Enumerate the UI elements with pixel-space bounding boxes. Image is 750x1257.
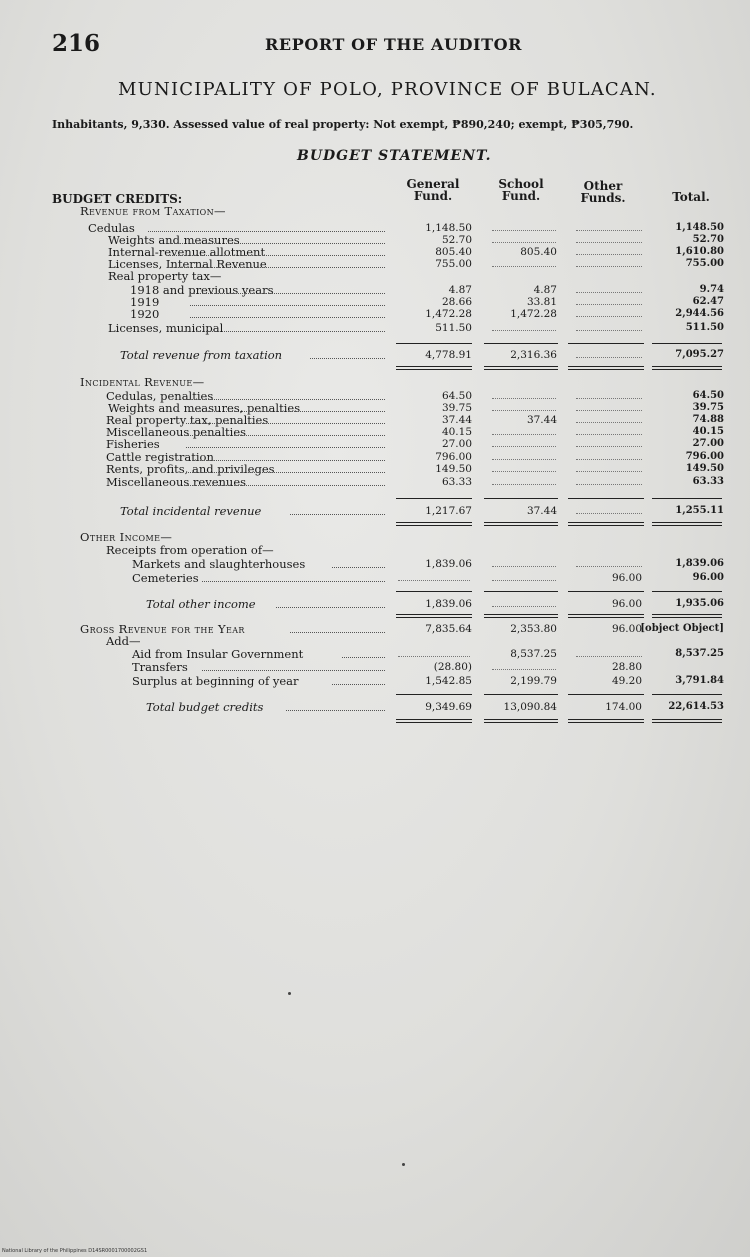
- row-label: Cedulas, penalties: [106, 389, 214, 403]
- cell-total: 7,095.27: [675, 349, 724, 360]
- footer-credit: National Library of the Philippines D14SR0001700002GS1: [2, 1248, 148, 1254]
- subtotal-rule: [396, 343, 472, 344]
- subtotal-rule: [396, 694, 472, 695]
- total-row-incidental: [0, 505, 750, 517]
- cell-school: 1,472.28: [510, 308, 557, 320]
- row-label: 1918 and previous years: [130, 283, 274, 297]
- empty-cell-leader: [576, 254, 642, 255]
- cell-general: 63.33: [441, 476, 472, 488]
- row-label: Cemeteries: [132, 571, 199, 585]
- row-label: 1919: [130, 295, 160, 309]
- add-heading: [0, 635, 750, 647]
- section-heading-other-income: [0, 531, 750, 543]
- subtotal-rule: [396, 591, 472, 592]
- table-row: [0, 308, 750, 320]
- cell-total: [object Object]: [640, 623, 724, 634]
- empty-cell-leader: [492, 242, 556, 243]
- cell-total: 52.70: [692, 234, 724, 245]
- cell-general: 40.15: [441, 426, 472, 438]
- cell-school: 2,316.36: [510, 349, 557, 361]
- empty-cell-leader: [398, 580, 470, 581]
- cell-other: 49.20: [611, 675, 642, 687]
- total-row-taxation: [0, 349, 750, 361]
- cell-general: 4.87: [448, 284, 472, 296]
- table-row: [0, 476, 750, 488]
- dot-leader: [276, 607, 385, 608]
- empty-cell-leader: [492, 410, 556, 411]
- cell-general: 1,839.06: [425, 558, 472, 570]
- empty-cell-leader: [576, 242, 642, 243]
- empty-cell-leader: [576, 304, 642, 305]
- table-row: [0, 463, 750, 475]
- empty-cell-leader: [492, 459, 556, 460]
- cell-school: 37.44: [526, 414, 557, 426]
- total-double-rule: [652, 614, 722, 618]
- page-number: 216: [52, 30, 101, 57]
- subtotal-rule: [568, 694, 644, 695]
- cell-general: 511.50: [435, 322, 472, 334]
- empty-cell-leader: [492, 266, 556, 267]
- empty-cell-leader: [576, 566, 642, 567]
- cell-general: 1,472.28: [425, 308, 472, 320]
- dot-leader: [290, 514, 385, 515]
- col-general-line2: Fund.: [413, 189, 453, 203]
- subtotal-rule: [484, 694, 558, 695]
- cell-total: 64.50: [692, 390, 724, 401]
- total-double-rule: [568, 614, 644, 618]
- cell-general: (28.80): [433, 661, 472, 673]
- empty-cell-leader: [492, 434, 556, 435]
- empty-cell-leader: [576, 471, 642, 472]
- dot-leader: [168, 267, 385, 268]
- row-label: Miscellaneous penalties: [106, 425, 247, 439]
- dot-leader: [188, 411, 385, 412]
- subtotal-rule: [568, 591, 644, 592]
- empty-cell-leader: [576, 330, 642, 331]
- row-label: Markets and slaughterhouses: [132, 557, 306, 571]
- empty-cell-leader: [492, 669, 556, 670]
- col-school-line2: Fund.: [501, 189, 541, 203]
- dot-leader: [186, 460, 385, 461]
- cell-total: 74.88: [692, 414, 724, 425]
- col-total: Total.: [672, 190, 710, 204]
- subtotal-rule: [484, 498, 558, 499]
- subtotal-rule: [568, 343, 644, 344]
- empty-cell-leader: [576, 230, 642, 231]
- table-row: [0, 648, 750, 660]
- col-other-line1: Other: [583, 179, 623, 193]
- dot-leader: [332, 684, 385, 685]
- dot-leader: [342, 657, 385, 658]
- cell-other: 28.80: [611, 661, 642, 673]
- empty-cell-leader: [492, 606, 556, 607]
- dot-leader: [186, 485, 385, 486]
- dot-leader: [186, 472, 385, 473]
- cell-general: 149.50: [435, 463, 472, 475]
- table-row: [0, 322, 750, 334]
- dot-leader: [168, 255, 385, 256]
- total-double-rule: [396, 522, 472, 526]
- dot-leader: [190, 293, 385, 294]
- total-double-rule: [484, 522, 558, 526]
- total-double-rule: [484, 366, 558, 370]
- total-double-rule: [396, 719, 472, 723]
- empty-cell-leader: [576, 292, 642, 293]
- col-general-fund: [398, 178, 468, 202]
- cell-total: 22,614.53: [668, 701, 724, 712]
- cell-other: 96.00: [611, 572, 642, 584]
- row-label: Licenses, Internal Revenue: [108, 257, 267, 271]
- row-label: Licenses, municipal: [108, 321, 224, 335]
- empty-cell-leader: [492, 398, 556, 399]
- subtotal-rule: [652, 343, 722, 344]
- table-row: [0, 572, 750, 584]
- empty-cell-leader: [576, 513, 642, 514]
- table-row: [0, 270, 750, 282]
- cell-general: 4,778.91: [425, 349, 472, 361]
- dot-leader: [202, 581, 385, 582]
- table-row: [0, 661, 750, 673]
- section-label: Receipts from operation of—: [106, 543, 274, 557]
- running-title: REPORT OF THE AUDITOR: [265, 35, 523, 54]
- table-row: [0, 558, 750, 570]
- dot-leader: [186, 447, 385, 448]
- empty-cell-leader: [576, 266, 642, 267]
- row-label: Miscellaneous revenues: [106, 475, 247, 489]
- cell-school: 33.81: [526, 296, 557, 308]
- table-row: [0, 296, 750, 308]
- table-row: [0, 284, 750, 296]
- cell-other: 96.00: [611, 598, 642, 610]
- statement-title: BUDGET STATEMENT.: [297, 148, 492, 164]
- empty-cell-leader: [492, 230, 556, 231]
- empty-cell-leader: [492, 471, 556, 472]
- cell-general: 796.00: [435, 451, 472, 463]
- cell-total: 8,537.25: [675, 648, 724, 659]
- cell-total: 63.33: [692, 476, 724, 487]
- dot-leader: [202, 670, 385, 671]
- empty-cell-leader: [576, 357, 642, 358]
- section-label: Add—: [106, 634, 141, 648]
- cell-general: 37.44: [441, 414, 472, 426]
- cell-school: 2,199.79: [510, 675, 557, 687]
- budget-credits-heading: BUDGET CREDITS:: [52, 192, 183, 206]
- col-general-line1: General: [406, 177, 460, 191]
- cell-general: 27.00: [441, 438, 472, 450]
- cell-total: 1,255.11: [675, 505, 724, 516]
- cell-general: 805.40: [435, 246, 472, 258]
- total-double-rule: [568, 719, 644, 723]
- col-school-fund: [486, 178, 556, 202]
- dot-leader: [148, 231, 385, 232]
- row-label: Real property tax, penalties: [106, 413, 269, 427]
- row-label: Internal-revenue allotment: [108, 245, 266, 259]
- cell-total: 96.00: [692, 572, 724, 583]
- empty-cell-leader: [576, 398, 642, 399]
- row-label: Aid from Insular Government: [132, 647, 304, 661]
- empty-cell-leader: [492, 580, 556, 581]
- empty-cell-leader: [576, 656, 642, 657]
- row-label: 1920: [130, 307, 160, 321]
- col-other-funds: [568, 180, 638, 204]
- cell-general: 755.00: [435, 258, 472, 270]
- cell-school: 2,353.80: [510, 623, 557, 635]
- total-double-rule: [652, 522, 722, 526]
- cell-school: 37.44: [526, 505, 557, 517]
- empty-cell-leader: [492, 484, 556, 485]
- cell-general: 28.66: [441, 296, 472, 308]
- ink-speck: [402, 1163, 405, 1166]
- section-label: Other Income—: [80, 530, 173, 544]
- table-row: [0, 438, 750, 450]
- inhabitants-line: Inhabitants, 9,330. Assessed value of real property: Not exempt, ₱890,240; exempt, ₱305,790.: [52, 118, 634, 131]
- col-other-line2: Funds.: [580, 191, 626, 205]
- total-double-rule: [568, 366, 644, 370]
- cell-total: 149.50: [685, 463, 724, 474]
- cell-total: 1,148.50: [675, 222, 724, 233]
- row-label: Total revenue from taxation: [120, 348, 283, 362]
- empty-cell-leader: [492, 566, 556, 567]
- cell-general: 1,148.50: [425, 222, 472, 234]
- row-label: Cedulas: [88, 221, 135, 235]
- cell-total: 2,944.56: [675, 308, 724, 319]
- cell-total: 40.15: [692, 426, 724, 437]
- section-label: Incidental Revenue—: [80, 375, 205, 389]
- municipality-title: MUNICIPALITY OF POLO, PROVINCE OF BULACAN.: [118, 79, 657, 100]
- page-header: [52, 30, 710, 62]
- cell-general: 64.50: [441, 390, 472, 402]
- cell-general: 9,349.69: [425, 701, 472, 713]
- empty-cell-leader: [576, 410, 642, 411]
- subtotal-rule: [484, 343, 558, 344]
- total-double-rule: [396, 366, 472, 370]
- cell-school: 805.40: [520, 246, 557, 258]
- total-double-rule: [484, 614, 558, 618]
- empty-cell-leader: [576, 316, 642, 317]
- dot-leader: [290, 632, 385, 633]
- dot-leader: [168, 243, 385, 244]
- subtotal-rule: [396, 498, 472, 499]
- cell-general: 1,217.67: [425, 505, 472, 517]
- cell-total: 62.47: [692, 296, 724, 307]
- row-label: Total budget credits: [146, 700, 264, 714]
- row-label: Total other income: [146, 597, 256, 611]
- row-label: Fisheries: [106, 437, 160, 451]
- subheading-receipts: [0, 544, 750, 556]
- cell-general: 1,839.06: [425, 598, 472, 610]
- empty-cell-leader: [576, 434, 642, 435]
- table-row: [0, 675, 750, 687]
- row-label: Real property tax—: [108, 269, 222, 283]
- cell-general: 52.70: [441, 234, 472, 246]
- cell-total: 1,839.06: [675, 558, 724, 569]
- dot-leader: [186, 423, 385, 424]
- row-label: Transfers: [132, 660, 188, 674]
- subtotal-rule: [484, 591, 558, 592]
- subtotal-rule: [652, 591, 722, 592]
- dot-leader: [190, 317, 385, 318]
- dot-leader: [286, 710, 385, 711]
- section-heading-incidental: [0, 376, 750, 388]
- cell-total: 511.50: [685, 322, 724, 333]
- subtotal-rule: [568, 498, 644, 499]
- subtotal-rule: [652, 498, 722, 499]
- dot-leader: [186, 399, 385, 400]
- cell-other: 174.00: [605, 701, 642, 713]
- cell-total: 796.00: [685, 451, 724, 462]
- row-label: Gross Revenue for the Year: [80, 622, 245, 636]
- total-row-budget-credits: [0, 701, 750, 713]
- row-label: Cattle registration: [106, 450, 214, 464]
- cell-general: 1,542.85: [425, 675, 472, 687]
- row-label: Weights and measures: [108, 233, 240, 247]
- cell-total: 1,610.80: [675, 246, 724, 257]
- subtotal-rule: [652, 694, 722, 695]
- empty-cell-leader: [576, 484, 642, 485]
- dot-leader: [310, 358, 385, 359]
- cell-school: 8,537.25: [510, 648, 557, 660]
- cell-total: 3,791.84: [675, 675, 724, 686]
- section-heading-taxation: [0, 205, 750, 217]
- dot-leader: [332, 567, 385, 568]
- total-double-rule: [484, 719, 558, 723]
- empty-cell-leader: [576, 446, 642, 447]
- empty-cell-leader: [492, 330, 556, 331]
- total-row-other-income: [0, 598, 750, 610]
- cell-school: 4.87: [533, 284, 557, 296]
- cell-total: 9.74: [699, 284, 724, 295]
- total-double-rule: [652, 366, 722, 370]
- empty-cell-leader: [576, 422, 642, 423]
- cell-total: 27.00: [692, 438, 724, 449]
- empty-cell-leader: [576, 459, 642, 460]
- dot-leader: [186, 435, 385, 436]
- cell-total: 755.00: [685, 258, 724, 269]
- row-label: Total incidental revenue: [120, 504, 262, 518]
- total-double-rule: [652, 719, 722, 723]
- row-label: Rents, profits, and privileges: [106, 462, 275, 476]
- col-school-line1: School: [498, 177, 544, 191]
- total-double-rule: [396, 614, 472, 618]
- cell-other: 96.00: [611, 623, 642, 635]
- ink-speck: [288, 992, 291, 995]
- cell-school: 13,090.84: [503, 701, 557, 713]
- cell-total: 1,935.06: [675, 598, 724, 609]
- dot-leader: [168, 331, 385, 332]
- empty-cell-leader: [398, 656, 470, 657]
- row-label: Surplus at beginning of year: [132, 674, 299, 688]
- total-double-rule: [568, 522, 644, 526]
- dot-leader: [190, 305, 385, 306]
- row-label: Weights and measures, penalties: [108, 401, 301, 415]
- cell-total: 39.75: [692, 402, 724, 413]
- section-label: Revenue from Taxation—: [80, 204, 226, 218]
- cell-general: 7,835.64: [425, 623, 472, 635]
- cell-general: 39.75: [441, 402, 472, 414]
- empty-cell-leader: [492, 446, 556, 447]
